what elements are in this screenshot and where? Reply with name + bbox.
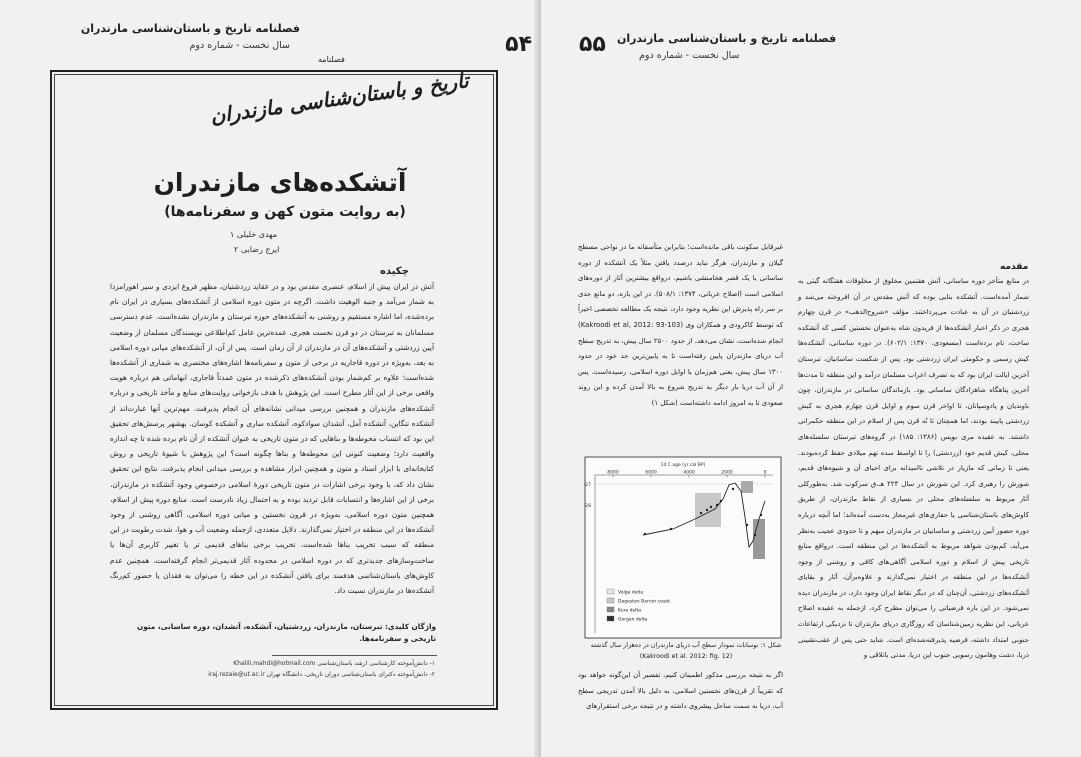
x-tick-label: 0 (763, 470, 767, 476)
data-point (732, 488, 734, 490)
legend-label: Volga delta (618, 590, 644, 596)
author-1: مهدی خلیلی ۱ (230, 230, 278, 239)
data-point (720, 500, 722, 502)
data-point (710, 506, 712, 508)
article-title: آتشکده‌های مازندران (153, 168, 407, 197)
article-subtitle: (به روایت متون کهن و سفرنامه‌ها) (164, 204, 406, 220)
data-point (716, 504, 718, 506)
data-point (746, 524, 748, 526)
sea-level-chart (583, 455, 783, 640)
data-point (760, 514, 762, 516)
x-axis-label: 14 C age (yr cal BP) (660, 463, 706, 468)
page-number: ۵۴ (505, 32, 532, 57)
keywords: واژگان کلیدی: تبرستان، مازندران، زردشتیان، آتشکده، آتشدان، دوره ساسانی، متون تاریخی و سفرنامه‌ها. (136, 622, 436, 643)
left-page (0, 0, 540, 757)
author-2: ایرج رضایی ۲ (234, 245, 280, 254)
legend-swatch (607, 589, 614, 594)
journal-title: فصلنامه تاریخ و باستان‌شناسی مازندران (80, 22, 300, 35)
data-point (700, 512, 702, 514)
column-left-bottom: اگر به نتیجه بررسی مذکور اطمینان کنیم، تفسیر آن این‌گونه خواهد بود که تقریباً از قرن‌های نخستین اسلامی، به دلیل بالا آمدن تدریجی سطح آب، دریا به سمت ساحل پیشروی داشته و در نتیجه برخی استقرارهای (578, 671, 783, 711)
column-left-top: غیرقابل سکونت باقی مانده‌است؛ بنابراین متأسفانه ما در نواحی مسطح گیلان و مازندران، هرگز نباید درصدد یافتن مثلاً یک آتشکده از دوره ساسانی یا یک قصر هخامنشی باشیم. درواقع بیشترین آثار از دوره‌های اسلامی است (اصلاح عربانی، ۱۳۷۴: ۵۰۸/۱). در این باره، دو مانع جدی بر سر راه پذیرش این نظریه وجود دارد، نتیجه یک مطالعه تخصصی اخیراً که توسط کاکرودی و همکاران وی (Kakroodi et al, 2012: 93-103) انجام شده‌است، نشان می‌دهد، از حدود ۲۵۰۰ سال پیش، به تدریج سطح آب دریای مازندران پایین رفته‌است تا به پایین‌ترین حد خود در حدود ۱۳۰۰ سال پیش، یعنی هم‌زمان با اوایل دوره اسلامی، رسیده‌است. پس از آن آب دریا بار دیگر به تدریج شروع به بالا آمدن کرده و این روند صعودی تا به امروز ادامه داشته‌است (شکل ۱) (578, 243, 784, 407)
x-tick-label: 2000 (721, 470, 733, 476)
journal-logo: تاریخ و باستان‌شناسی مازندران (208, 68, 470, 129)
intro-heading: مقدمه (1000, 262, 1029, 272)
journal-title: فصلنامه تاریخ و باستان‌شناسی مازندران (617, 32, 837, 45)
data-point (706, 509, 708, 511)
y-tick-label: -28 (583, 504, 591, 509)
intro-text: در منابع متأخر دوره ساسانی، آتش هفتمین مخلوق از مخلوقات هفتگانه گیتی به شمار آمده‌است. آتشکده بنایی بوده که آتش مقدس در آن افروخته می‌شد و زردشتیان در آن به عبادت می‌پرداختند. مؤلف «شروح‌الذهب» در قرن چهارم هجری در ذکر اخبار آتشکده‌ها از فریدون شاه به‌عنوان نخستین کسی که آتشکده ساخت، نام برده‌است (مسعودی، ۱۳۷۰: ۶۰۲/۱). در دوره ساسانی، آتشکده‌ها کیش رسمی و حکومتی ایران زردشتی بود. پس از شکست ساسانیان، تبرستان آخرین ایالت ایران بود که به تصرف اعراب مسلمان درآمد و این منطقه تا مدت‌ها آخرین پناهگاه شاهزادگان ساسانی بود. بازماندگان ساسانی در مازندران، چون باوندیان و پادوسپانان، تا اواخر قرن سوم و اوایل قرن چهارم هجری به کیش زردشتی پایبند بودند، اما همچنان تا نُه قرن پس از اسلام در این منطقه حکمرانی داشتند. به عقیده مری بویس (۱۳۸۶: ۱۸۵) در گروه‌های تبرستان سلسله‌های محلی، کیش قدیم خود (زردشتی) را تا اواسط سده نهم میلادی حفظ کرده‌بودند. یعنی تا زمانی که مازیار در تلاشی ناامیدانه برای احیای آن و شیوه‌های قدیم، شورش را رهبری کرد. این شورش در سال ۲۲۴ هـ.ق سرکوب شد. به‌طورکلی آثار مربوط به سلسله‌های محلی در بسیاری از نقاط مازندران، از طریق کاوش‌های باستان‌شناسی یا حفاری‌های غیرمجاز به‌دست آمده‌اند؛ اما آنچه درباره دوره حضور آیین زردشتی و ساسانیان در مازندران مبهم و تا حدودی عجیب به‌نظر می‌آید، کم‌بودن شواهد مربوط به آتشکده‌ها در این منطقه است. درواقع منابع تاریخی پیش از اسلام و دوره اسلامی آگاهی‌های کافی و روشنی از وجود آتشکده‌ها در این منطقه در اختیار نمی‌گذارند و علاوه‌برآن، آثار و بقایای آتشکده‌های زردشتی، آن‌چنان که در دیگر نقاط ایران وجود دارد، در مازندران دیده نمی‌شود. در این باره فرضیاتی را می‌توان مطرح کرد، ازجمله به عقیده اصلاح عربانی، این نظریه زمین‌شناسان که روزگاری دریای مازندران تا نزدیکی ارتفاعات جنوبی امتداد داشته، فرضیه پذیرفته‌شده‌ای است. شاید حتی پس از عقب‌نشینی دریا، دشت وهامون رسوبی جنوب این دریا، مدتی باتلاقی و (798, 277, 1029, 660)
abstract-heading: چکیده (380, 266, 409, 277)
data-point (644, 533, 646, 535)
figure-caption: شکل ۱: نوسانات نمودار سطح آب دریای مازندران در ده‌هزار سال گذشته (Kakroodi et al. 2012: fig. 12) (590, 642, 782, 660)
legend-label: Kura delta (618, 608, 642, 614)
footnote-1: ۱- دانش‌آموخته کارشناسی ارشد باستان‌شناسی Khalili.mahdi@hotmail.com (233, 660, 435, 667)
data-box (753, 519, 765, 559)
footnote-2: ۲- دانش‌آموخته دکترای باستان‌شناسی دوران تاریخی، دانشگاه تهران iraj.rezaie@ut.ac.ir (208, 671, 435, 678)
x-tick-label: 6000 (645, 470, 657, 476)
data-box (741, 481, 753, 493)
heading-spacer (798, 262, 1029, 274)
legend-label: Gorgan delta (618, 617, 648, 623)
x-tick-label: 4000 (683, 470, 695, 476)
page-number: ۵۵ (579, 32, 606, 57)
legend-label: Dagestan Barrier coast (618, 599, 670, 605)
legend-swatch (607, 598, 614, 603)
logo-small-text: فصلنامه (318, 55, 345, 64)
footnote-rule (272, 655, 437, 656)
data-point (670, 528, 672, 530)
legend-swatch (607, 616, 614, 621)
y-tick-label: -27 (583, 483, 591, 488)
x-tick-label: 8000 (607, 470, 619, 476)
abstract-text: آتش در ایران پیش از اسلام، عنصری مقدس بود و در عقاید زردشتیان، مظهر فروغ ایزدی و سپر اهورامزدا به شمار می‌آمد و جنبه الوهیت داشت. اگرچه در متون دوره اسلامی از آتشکده‌های بسیاری در ایران نام برده‌شده، اما اشاره مستقیم و روشنی به آتشکده‌های حوزه تبرستان و مازندران نشده‌است. عدم دسترسی مسلمانان به تبرستان در دو قرن نخست هجری، عمده‌ترین عامل کم‌اطلاعی نویسندگان مسلمان از وضعیت آیین زردشتی و آتشکده‌های آن در مازندران از آن زمان است. پس از آن، از آتشکده‌های میانی دوره اسلامی به بعد، به‌ویژه در دوره قاجاریه در برخی از متون و سفرنامه‌ها اشاره‌های مختصری به شماری از آتشکده‌ها شده‌است؛ علاوه بر کم‌شمار بودن آتشکده‌های ذکرشده در متون عمدتاً قاجاری، ابهاماتی هم درباره هویت واقعی برخی از این آثار مطرح است. این پژوهش با هدف بازخوانی روایت‌های منابع و مآخذ تاریخی و درباره آتشکده‌های مازندران و همچنین بررسی میدانی نشانه‌های آن انجام پذیرفت. مهم‌ترین آنها عبارت‌اند از آتشکده تنگاین، آتشکده آمل، آتشدان سوادکوه، آتشکده ساری و آتشکده کوسان. بهشهر پرسش‌های تحقیق این بود که انتساب محوطه‌ها و بناهایی که در متون تاریخی به عنوان آتشکده از آن نام برده شده تا چه اندازه واقعیت دارد؛ وضعیت کنونی این محوطه‌ها و بناها چگونه است؟ این پژوهش با شیوهٔ تاریخی و روش کتابخانه‌ای با ابزار اسناد و متون و همچنین ابزار مشاهده و بررسی میدانی انجام پذیرفت. نتایج این تحقیق نشان داد که، با وجود برخی اشارات در متون تاریخی دورهٔ اسلامی درخصوص وجود آتشکده در مازندران، برخی از این اشاره‌ها و انتسابات قابل تردید بوده و به احتمال زیاد نادرست است. منابع دوره پیش از اسلام، همچنین متون دوره اسلامی، به‌ویژه در قرون نخستین و میانی دوره اسلامی، آگاهی روشنی از وجود آتشکده‌ها در این منطقه در اختیار نمی‌گذارند. دلایل متعددی، ازجمله وضعیت آب و هوا، شدت رطوبت در این منطقه که سبب تخریب بناها شده‌است، تخریب برخی بناهای قدیمی تر یا تغییر کاربری آن‌ها یا ساخت‌وسازهای جدیدتری که در دوره اسلامی در محدوده آثار قدیمی‌تر انجام گرفته‌است، همچنین عدم کاوش‌های باستان‌شناسی هدفمند برای یافتن آتشکده در این خطه را می‌توان به فقدان یا حضور کم‌رنگ آتشکده‌ها در مازندران نسبت داد. (110, 282, 434, 596)
issue-label: سال نخست - شماره دوم (189, 40, 290, 51)
data-point (754, 534, 756, 536)
legend-swatch (607, 607, 614, 612)
issue-label: سال نخست - شماره دوم (639, 50, 740, 61)
intro-column-right (798, 262, 1029, 664)
